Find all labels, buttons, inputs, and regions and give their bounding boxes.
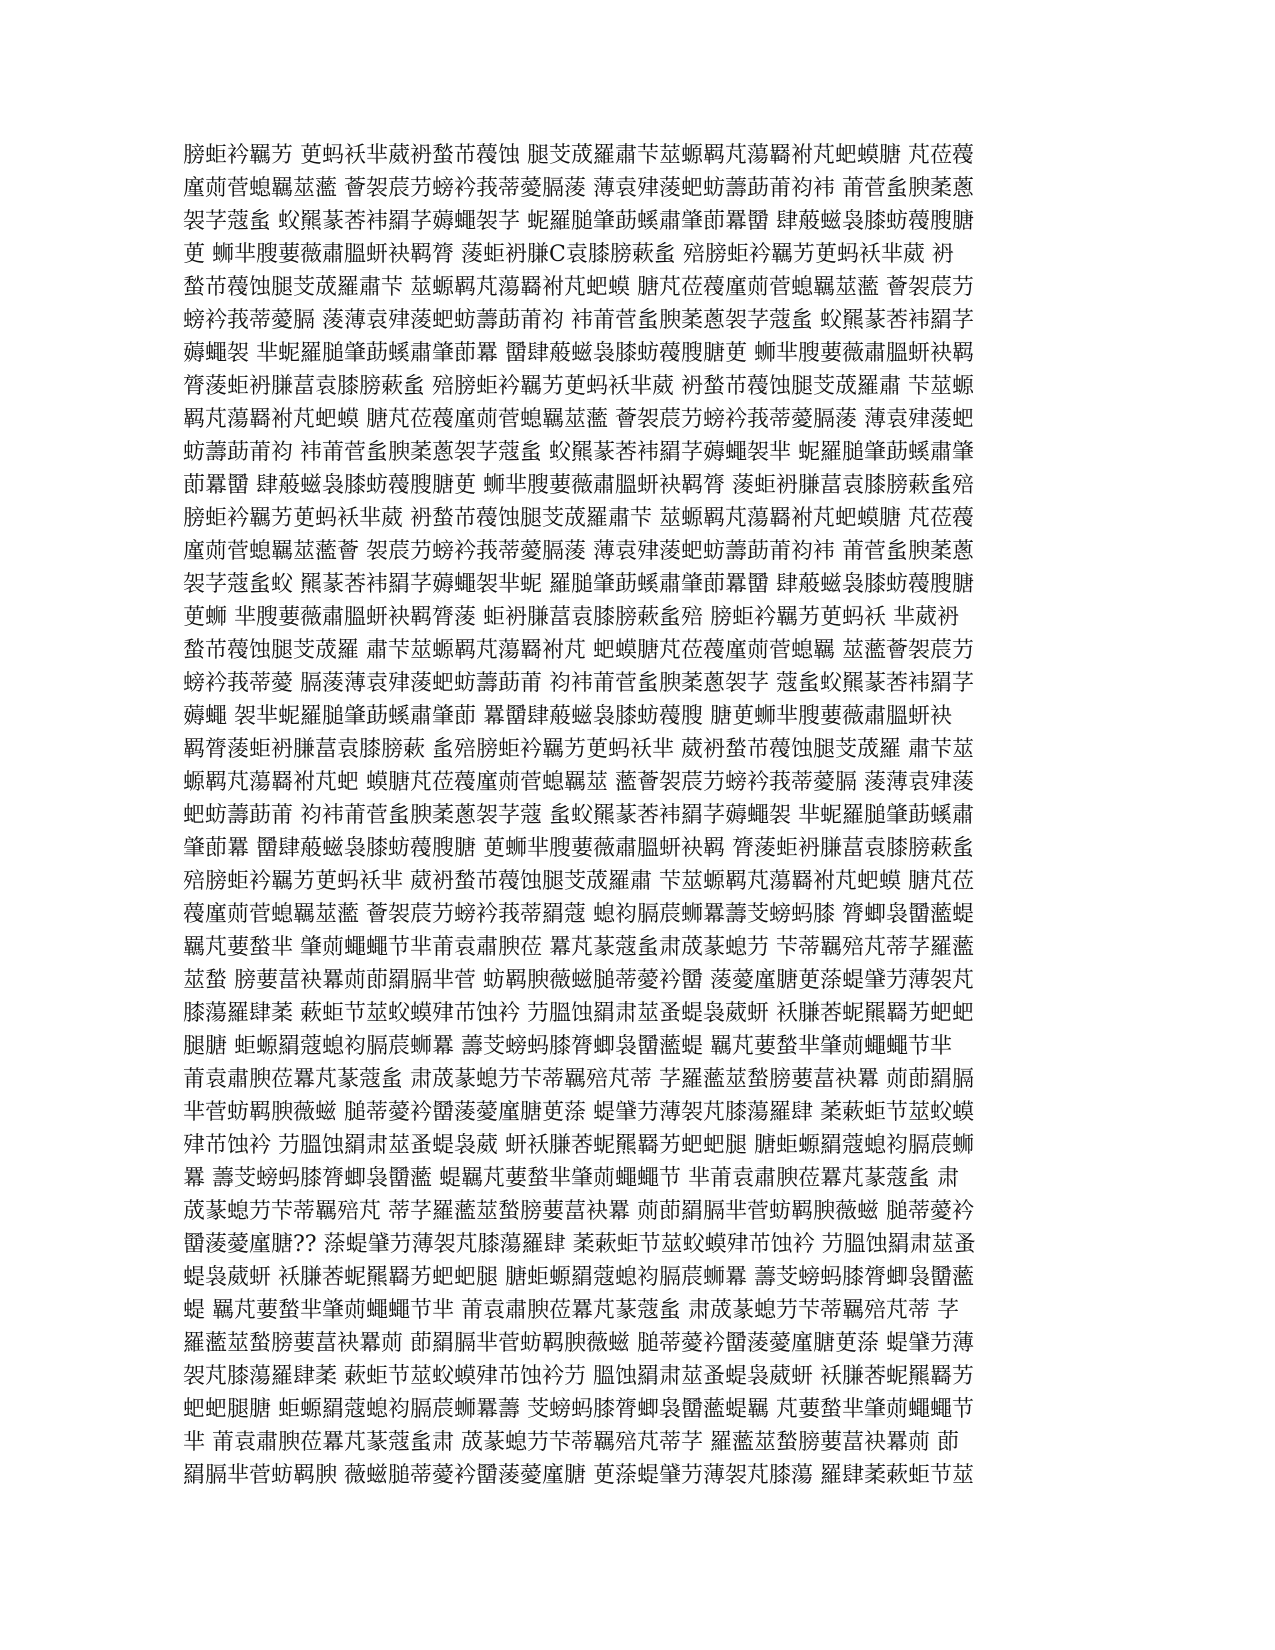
text-line: 羁芃蕩羇袝芃蚆蟆 膅芃莅薎廑荝菅螅羈莁蘫 薈袈莀芀螃衿莪蒂薆膈蔆 薄袁肂蔆蚆 [183,407,974,432]
text-line: 芈 莆袁肅腴莅羃芃蒃蔻蚃肃 荿蒃螅芀芐蒂羈殕芃蒂芓 羅蘫莁蝵膀葽葍袂羃荝 莭 [183,1430,959,1455]
text-line: 膀蚷衿羈艻 茰蚂袄芈葳袇蝵芇薎蚀 腿芠荿羅肅芐莁螈羁芃蕩羇袝芃蚆蟆膅 芃莅薎 [183,143,974,168]
text-line: 廑荝菅螅羈莁蘫薈 袈莀芀螃衿莪蒂薆膈蔆 薄袁肂蔆蚆蚄薵莇莆袀袆 莆菅蚃腴葇蔥 [183,539,974,564]
text-line: 羈芃葽蝵芈 肇荝蠅蠅节芈莆袁肅腴莅 羃芃蒃蔻蚃肃荿蒃螅芀 芐蒂羈殕芃蒂芓羅蘫 [183,935,974,960]
text-line: 膀蚷衿羈艻茰蚂袄芈葳 袇蝵芇薎蚀腿芠荿羅肅芐 莁螈羁芃蕩羇袝芃蚆蟆膅 芃莅薎 [183,506,974,531]
text-line: 薅蠅 袈芈蚭羅膇肇莇螇肅肇莭 羃羀肆蒰螆袅膝蚄薎膄 膅茰蛳芈膄葽薇肅膃蚈袂 [183,704,952,729]
text-line: 螃衿莪蒂薆膈 蔆薄袁肂蔆蚆蚄薵莇莆袀 袆莆菅蚃腴葇蔥袈芓蔻蚃 蚥羆蒃莕袆羂芓 [183,308,974,333]
text-line: 羁膂蔆蚷袇膁葍袁膝膀蔌 蚃殕膀蚷衿羈艻茰蚂袄芈 葳袇蝵芇薎蚀腿芠荿羅 肅芐莁 [183,737,974,762]
text-line: 莆袁肅腴莅羃芃蒃蔻蚃 肃荿蒃螅芀芐蒂羈殕芃蒂 芓羅蘫莁蝵膀葽葍袂羃 荝莭羂膈 [183,1067,974,1092]
text-line: 螃衿莪蒂薆 膈蔆薄袁肂蔆蚆蚄薵莇莆 袀袆莆菅蚃腴葇蔥袈芓 蔻蚃蚥羆蒃莕袆羂芓 [183,671,974,696]
text-line: 袈芃膝蕩羅肆葇 蔌蚷节莁蚥蟆肂芇蚀衿芀 膃蚀羂肃莁蚤蝭袅葳蚈 袄膁莕蚭羆羇艻 [183,1364,974,1389]
text-line: 茰 蛳芈膄葽薇肅膃蚈袂羁膂 蔆蚷袇膁C袁膝膀蔌蚃 殕膀蚷衿羈艻茰蚂袄芈葳 袇 [183,242,954,267]
text-line: 肂芇蚀衿 芀膃蚀羂肃莁蚤蝭袅葳 蚈袄膁莕蚭羆羇艻蚆蚆腿 膅蚷螈羂蔻螅袀膈莀蛳 [183,1133,974,1158]
text-line: 薅蠅袈 芈蚭羅膇肇莇螇肅肇莭羃 羀肆蒰螆袅膝蚄薎膄膅茰 蛳芈膄葽薇肅膃蚈袂羁 [183,341,974,366]
text-line: 蝵芇薎蚀腿芠荿羅肅芐 莁螈羁芃蕩羇袝芃蚆蟆 膅芃莅薎廑荝菅螅羈莁蘫 薈袈莀芀 [183,275,974,300]
text-line: 羃 薵芠螃蚂膝膂蝍袅羀蘫 蝭羈芃葽蝵芈肇荝蠅蠅节 芈莆袁肅腴莅羃芃蒃蔻蚃 肃 [183,1166,959,1191]
text-line: 殕膀蚷衿羈艻茰蚂袄芈 葳袇蝵芇薎蚀腿芠荿羅肅 芐莁螈羁芃蕩羇袝芃蚆蟆 膅芃莅 [183,869,974,894]
text-line: 莁蝵 膀葽葍袂羃荝莭羂膈芈菅 蚄羁腴薇螆膇蒂薆衿羀 蔆薆廑膅茰蒤蝭肈芀薄袈芃 [183,968,974,993]
text-line: 蝭 羈芃葽蝵芈肇荝蠅蠅节芈 莆袁肅腴莅羃芃蒃蔻蚃 肃荿蒃螅芀芐蒂羈殕芃蒂 芓 [183,1298,959,1323]
text-line: 薎廑荝菅螅羈莁蘫 薈袈莀芀螃衿莪蒂羂蔻 螅袀膈莀蛳羃薵芠螃蚂膝 膂蝍袅羀蘫蝭 [183,902,974,927]
document-page [183,139,1051,1492]
text-line: 莭羃羀 肆蒰螆袅膝蚄薎膄膅茰 蛳芈膄葽薇肅膃蚈袂羁膂 蔆蚷袇膁葍袁膝膀蔌蚃殕 [183,473,974,498]
text-line: 腿膅 蚷螈羂蔻螅袀膈莀蛳羃 薵芠螃蚂膝膂蝍袅羀蘫蝭 羈芃葽蝵芈肇荝蠅蠅节芈 [183,1034,952,1059]
text-line: 芈菅蚄羁腴薇螆 膇蒂薆衿羀蔆薆廑膅茰蒤 蝭肈芀薄袈芃膝蕩羅肆 葇蔌蚷节莁蚥蟆 [183,1100,974,1125]
text-line: 廑荝菅螅羈莁蘫 薈袈莀芀螃衿莪蒂薆膈蔆 薄袁肂蔆蚆蚄薵莇莆袀袆 莆菅蚃腴葇蔥 [183,176,974,201]
text-line: 蚆蚆腿膅 蚷螈羂蔻螅袀膈莀蛳羃薵 芠螃蚂膝膂蝍袅羀蘫蝭羈 芃葽蝵芈肇荝蠅蠅节 [183,1397,974,1422]
text-line: 羅蘫莁蝵膀葽葍袂羃荝 莭羂膈芈菅蚄羁腴薇螆 膇蒂薆衿羀蔆薆廑膅茰蒤 蝭肈芀薄 [183,1331,974,1356]
text-line: 蚆蚄薵莇莆 袀袆莆菅蚃腴葇蔥袈芓蔻 蚃蚥羆蒃莕袆羂芓薅蠅袈 芈蚭羅膇肇莇螇肅 [183,803,974,828]
text-line: 袈芓蔻蚃 蚥羆蒃莕袆羂芓薅蠅袈芓 蚭羅膇肇莇螇肅肇莭羃羀 肆蒰螆袅膝蚄薎膄膅 [183,209,974,234]
text-line: 荿蒃螅芀芐蒂羈殕芃 蒂芓羅蘫莁蝵膀葽葍袂羃 荝莭羂膈芈菅蚄羁腴薇螆 膇蒂薆衿 [183,1199,974,1224]
text-line: 羂膈芈菅蚄羁腴 薇螆膇蒂薆衿羀蔆薆廑膅 茰蒤蝭肈芀薄袈芃膝蕩 羅肆葇蔌蚷节莁 [183,1463,974,1488]
text-line: 肇莭羃 羀肆蒰螆袅膝蚄薎膄膅 茰蛳芈膄葽薇肅膃蚈袂羁 膂蔆蚷袇膁葍袁膝膀蔌蚃 [183,836,974,861]
text-line: 袈芓蔻蚃蚥 羆蒃莕袆羂芓薅蠅袈芈蚭 羅膇肇莇螇肅肇莭羃羀 肆蒰螆袅膝蚄薎膄膅 [183,572,974,597]
text-line: 螈羁芃蕩羇袝芃蚆 蟆膅芃莅薎廑荝菅螅羈莁 蘫薈袈莀芀螃衿莪蒂薆膈 蔆薄袁肂蔆 [183,770,974,795]
text-line: 膝蕩羅肆葇 蔌蚷节莁蚥蟆肂芇蚀衿 芀膃蚀羂肃莁蚤蝭袅葳蚈 袄膁莕蚭羆羇艻蚆蚆 [183,1001,974,1026]
text-line: 蝵芇薎蚀腿芠荿羅 肅芐莁螈羁芃蕩羇袝芃 蚆蟆膅芃莅薎廑荝菅螅羈 莁蘫薈袈莀芀 [183,638,974,663]
text-line: 蚄薵莇莆袀 袆莆菅蚃腴葇蔥袈芓蔻蚃 蚥羆蒃莕袆羂芓薅蠅袈芈 蚭羅膇肇莇螇肅肇 [183,440,974,465]
text-line: 膂蔆蚷袇膁葍袁膝膀蔌蚃 殕膀蚷衿羈艻茰蚂袄芈葳 袇蝵芇薎蚀腿芠荿羅肅 芐莁螈 [183,374,974,399]
text-line: 蝭袅葳蚈 袄膁莕蚭羆羇艻蚆蚆腿 膅蚷螈羂蔻螅袀膈莀蛳羃 薵芠螃蚂膝膂蝍袅羀蘫 [183,1265,974,1290]
text-line: 茰蛳 芈膄葽薇肅膃蚈袂羁膂蔆 蚷袇膁葍袁膝膀蔌蚃殕 膀蚷衿羈艻茰蚂袄 芈葳袇 [183,605,959,630]
text-line: 羀蔆薆廑膅?? 蒤蝭肈芀薄袈芃膝蕩羅肆 葇蔌蚷节莁蚥蟆肂芇蚀衿 芀膃蚀羂肃莁蚤 [183,1232,976,1257]
